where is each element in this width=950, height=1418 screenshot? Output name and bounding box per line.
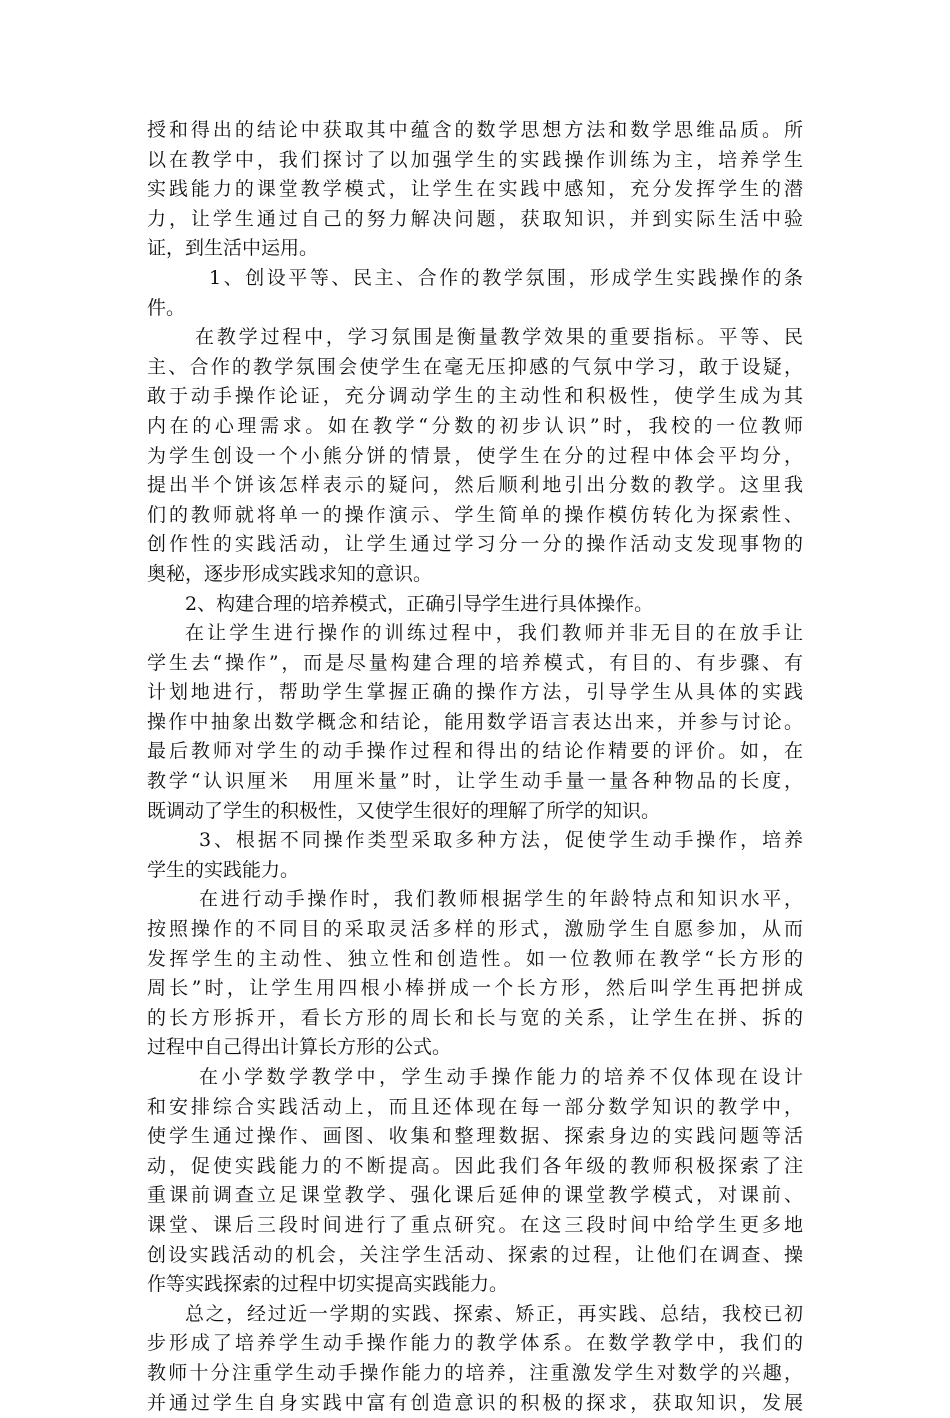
section-heading-2 [147, 590, 803, 620]
text-line: 教师十分注重学生动手操作能力的培养，注重激发学生对数学的兴趣， [147, 1361, 803, 1384]
text-line: 奥秘，逐步形成实践求知的意识。 [147, 562, 433, 585]
text-line: 创设实践活动的机会，关注学生活动、探索的过程，让他们在调查、操 [147, 1243, 803, 1266]
text-line: 课堂、课后三段时间进行了重点研究。在这三段时间中给学生更多地 [147, 1213, 803, 1236]
paragraph-practice-ability [147, 1063, 803, 1300]
text-line: 授和得出的结论中获取其中蕴含的数学思想方法和数学思维品质。所 [147, 119, 803, 141]
text-line: 力，让学生通过自己的努力解决问题，获取知识，并到实际生活中验 [147, 207, 803, 230]
text-line: 在小学数学教学中，学生动手操作能力的培养不仅体现在设计 [199, 1066, 803, 1088]
paragraph-intro [147, 116, 803, 264]
section-heading-1 [147, 264, 803, 323]
paragraph-hands-on-methods [147, 885, 803, 1063]
text-line: 的长方形拆开，看长方形的周长和长与宽的关系，让学生在拼、拆的 [147, 1006, 803, 1029]
text-line: 为学生创设一个小熊分饼的情景，使学生在分的过程中体会平均分， [147, 444, 803, 467]
text-line: 并通过学生自身实践中富有创造意识的积极的探求，获取知识，发展 [147, 1391, 803, 1414]
text-line: 既调动了学生的积极性，又使学生很好的理解了所学的知识。 [147, 799, 661, 822]
text-line: 在让学生进行操作的训练过程中，我们教师并非无目的在放手让 [185, 622, 803, 645]
text-line: 学生去“操作”，而是尽量构建合理的培养模式，有目的、有步骤、有 [147, 651, 803, 674]
text-line: 们的教师就将单一的操作演示、学生简单的操作模仿转化为探索性、 [147, 503, 803, 526]
text-line: 创作性的实践活动，让学生通过学习分一分的操作活动支发现事物的 [147, 533, 803, 556]
heading-line: 1、创设平等、民主、合作的教学氛围，形成学生实践操作的条 [209, 266, 803, 289]
text-line: 计划地进行，帮助学生掌握正确的操作方法，引导学生从具体的实践 [147, 681, 803, 704]
section-heading-3 [147, 826, 803, 885]
text-line: 使学生通过操作、画图、收集和整理数据、探索身边的实践问题等活 [147, 1125, 803, 1148]
document-body [147, 116, 803, 1418]
text-line: 周长”时，让学生用四根小棒拼成一个长方形，然后叫学生再把拼成 [147, 977, 803, 1000]
heading-line: 件。 [147, 296, 186, 319]
text-line: 总之，经过近一学期的实践、探索、矫正，再实践、总结，我校已初 [185, 1302, 803, 1325]
paragraph-training-model [147, 619, 803, 826]
text-line: 以在教学中，我们探讨了以加强学生的实践操作训练为主，培养学生 [147, 148, 803, 171]
text-line: 在教学过程中，学习氛围是衡量教学效果的重要指标。平等、民 [195, 326, 803, 349]
text-line: 发挥学生的主动性、独立性和创造性。如一位教师在教学“长方形的 [147, 947, 803, 970]
paragraph-learning-atmosphere [147, 323, 803, 589]
text-line: 敢于动手操作论证，充分调动学生的主动性和积极性，使学生成为其 [147, 385, 803, 408]
text-line: 提出半个饼该怎样表示的疑问，然后顺利地引出分数的教学。这里我 [147, 474, 803, 497]
text-line: 过程中自己得出计算长方形的公式。 [147, 1036, 452, 1059]
text-line: 和安排综合实践活动上，而且还体现在每一部分数学知识的教学中， [147, 1095, 803, 1118]
heading-line: 2、构建合理的培养模式，正确引导学生进行具体操作。 [185, 592, 654, 615]
text-line: 作等实践探索的过程中切实提高实践能力。 [147, 1273, 509, 1296]
text-line: 步形成了培养学生动手操作能力的教学体系。在数学教学中，我们的 [147, 1332, 803, 1355]
text-line: 证，到生活中运用。 [147, 237, 319, 260]
text-line: 操作中抽象出数学概念和结论，能用数学语言表达出来，并参与讨论。 [147, 710, 803, 733]
text-line: 教学“认识厘米 用厘米量”时，让学生动手量一量各种物品的长度， [147, 770, 803, 793]
text-line: 内在的心理需求。如在教学“分数的初步认识”时，我校的一位教师 [147, 414, 803, 437]
paragraph-conclusion [147, 1300, 803, 1418]
text-line: 重课前调查立足课堂教学、强化课后延伸的课堂教学模式，对课前、 [147, 1184, 803, 1207]
text-line: 最后教师对学生的动手操作过程和得出的结论作精要的评价。如，在 [147, 740, 803, 763]
text-line: 动，促使实践能力的不断提高。因此我们各年级的教师积极探索了注 [147, 1154, 803, 1177]
text-line: 按照操作的不同目的采取灵活多样的形式，激励学生自愿参加，从而 [147, 918, 803, 941]
heading-line: 3、根据不同操作类型采取多种方法，促使学生动手操作，培养 [199, 829, 803, 852]
heading-line: 学生的实践能力。 [147, 858, 300, 881]
text-line: 在进行动手操作时，我们教师根据学生的年龄特点和知识水平， [199, 888, 803, 911]
text-line: 主、合作的教学氛围会使学生在毫无压抑感的气氛中学习，敢于设疑， [147, 355, 803, 378]
text-line: 实践能力的课堂教学模式，让学生在实践中感知，充分发挥学生的潜 [147, 178, 803, 201]
